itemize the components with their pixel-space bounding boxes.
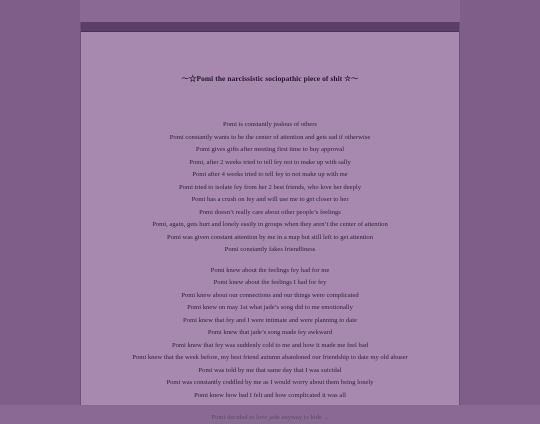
text-line: Pomi, again, gets hurt and lonely easily in groups when they aren’t the center of attention: [152, 221, 388, 228]
content-panel: [80, 22, 460, 421]
text-line: Pomi has a crush on fey and will use me to get closer to her: [191, 196, 349, 203]
text-line: Pomi was given constant attention by me in a map but still left to get attention: [166, 233, 374, 241]
text-line: Pomi after 4 weeks tried to tell fey to not make up with me: [192, 171, 348, 178]
text-line: Pomi tried to isolate fey from her 2 best friends, who love her deeply: [178, 183, 361, 191]
cutoff-text-line: Pomi decided to love jade anyway to hide ...: [211, 414, 329, 421]
text-line: Pomi knew how bad I felt and how complicated it was all: [194, 391, 346, 399]
text-line: Pomi knew that fey and I were intimate and were planning to date: [183, 316, 357, 324]
section-1: [89, 119, 451, 257]
text-line: Pomi knew that the week before, my best friend autumn abandoned our friendship to date my old abuser: [132, 354, 408, 361]
page-title: 〜☆Pomi the narcissistic sociopathic piece of shit ☆〜: [181, 74, 359, 83]
text-line: Pomi knew about the feelings fey had for me: [210, 266, 330, 274]
text-line: Pomi gives gifts after meeting first time to buy approval: [195, 146, 345, 153]
text-line: Pomi knew about our connections and our things were complicated: [181, 291, 359, 299]
text-line: Pomi knew that fey was suddenly cold to me and how it made me feel bad: [171, 341, 369, 349]
text-line: Pomi doesn’t really care about other people’s feelings: [199, 208, 341, 216]
section-2: [89, 265, 451, 403]
text-line: Pomi constantly fakes friendliness: [224, 246, 316, 253]
text-line: Pomi knew on may 1st what jade’s song did to me emotionally: [187, 304, 353, 311]
text-line: Pomi is constantly jealous of others: [223, 121, 317, 128]
background-left: [0, 0, 80, 405]
text-line: Pomi was constantly coddled by me as I would worry about them being lonely: [166, 379, 374, 386]
section-gap: [89, 257, 451, 265]
text-line: Pomi constantly wants to be the center of attention and gets sad if otherwise: [169, 133, 371, 141]
background-right: [460, 0, 540, 405]
panel-top-bar: [81, 22, 459, 32]
text-line: Pomi, after 2 weeks tried to tell fey not to make up with sally: [189, 158, 351, 166]
text-line: Pomi knew that jade’s song made fey awkward: [207, 329, 333, 336]
text-line: Pomi knew about the feelings I had for fey: [213, 279, 327, 286]
text-line: Pomi was told by me that same day that I was suicidal: [198, 366, 342, 374]
post-content: [81, 73, 459, 424]
